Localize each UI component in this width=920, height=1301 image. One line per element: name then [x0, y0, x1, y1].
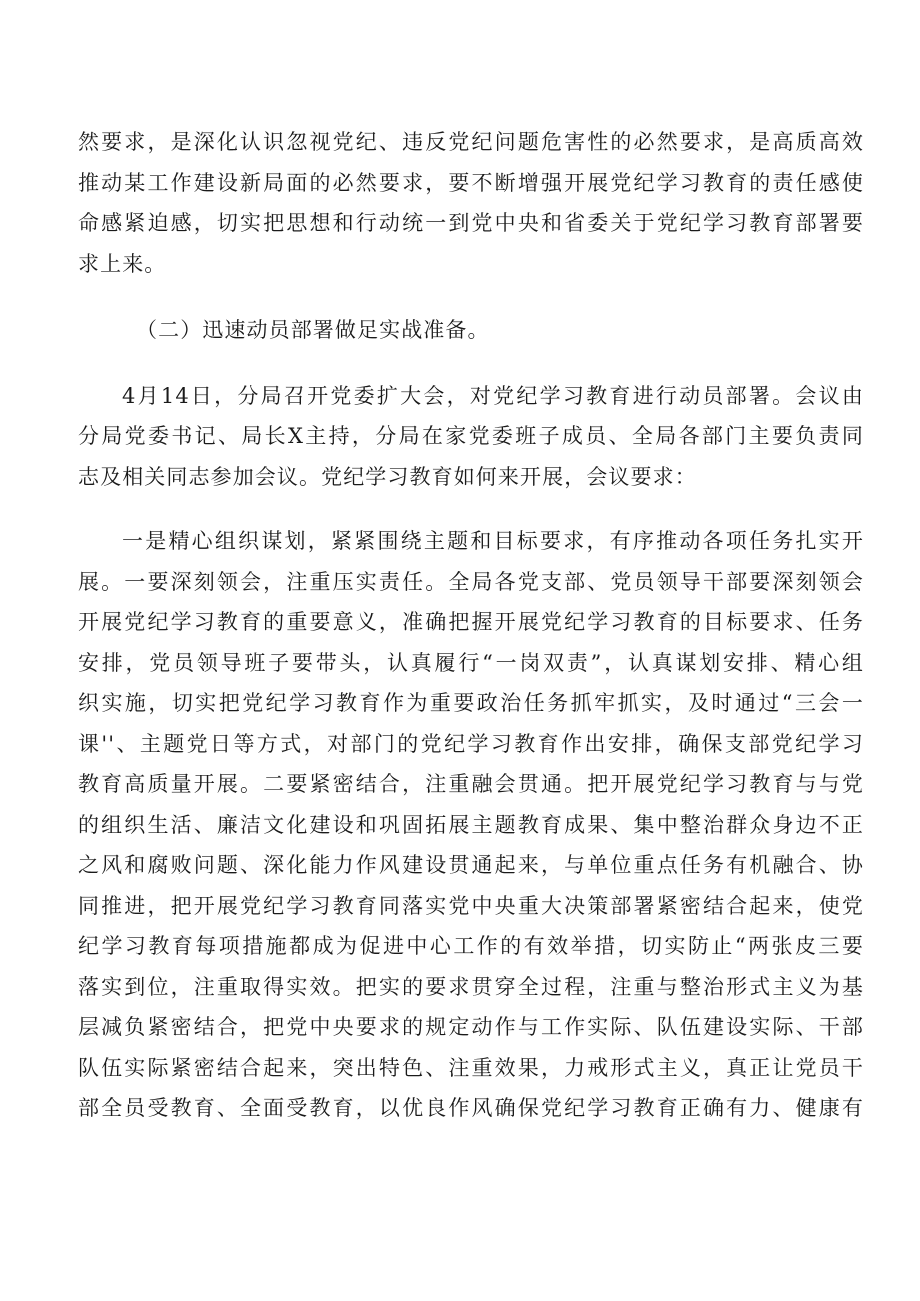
- paragraph-3: [78, 376, 864, 498]
- text-line: 一是精心组织谋划，紧紧围绕主题和目标要求，有序推动各项任务扎实开: [122, 529, 864, 553]
- text-line: 命感紧迫感，切实把思想和行动统一到党中央和省委关于党纪学习教育部署要: [78, 211, 864, 235]
- text-line: 推动某工作建设新局面的必然要求，要不断增强开展党纪学习教育的责任感使: [78, 170, 864, 195]
- section-heading: （二）迅速动员部署做足实战准备。: [136, 318, 490, 342]
- text-line: 志及相关同志参加会议。党纪学习教育如何来开展，会议要求：: [78, 464, 697, 489]
- text-line: 同推进，把开展党纪学习教育同落实党中央重大决策部署紧密结合起来，使党: [78, 893, 864, 918]
- spacer: [78, 351, 864, 376]
- text-line: 然要求，是深化认识忽视党纪、违反党纪问题危害性的必然要求，是高质高效: [78, 130, 864, 154]
- text-line: 开展党纪学习教育的重要意义，准确把握开展党纪学习教育的目标要求、任务: [78, 610, 864, 634]
- text-line: 之风和腐败问题、深化能力作风建设贯通起来，与单位重点任务有机融合、协: [78, 853, 864, 877]
- text-line: 教育高质量开展。二要紧密结合，注重融会贯通。把开展党纪学习教育与与党: [78, 772, 864, 796]
- text-line: 部全员受教育、全面受教育，以优良作风确保党纪学习教育正确有力、健康有: [78, 1096, 864, 1120]
- text-line: 安排，党员领导班子要带头，认真履行“一岗双责”，认真谋划安排、精心组: [78, 650, 864, 675]
- text-line: 展。一要深刻领会，注重压实责任。全局各党支部、党员领导干部要深刻领会: [78, 569, 864, 594]
- text-line: 纪学习教育每项措施都成为促进中心工作的有效举措，切实防止“两张皮三要: [78, 934, 864, 958]
- text-line: 层减负紧密结合，把党中央要求的规定动作与工作实际、队伍建设实际、干部: [78, 1015, 864, 1039]
- text-line: 分局党委书记、局长X主持，分局在家党委班子成员、全局各部门主要负责同: [78, 424, 864, 448]
- paragraph-1: [78, 122, 864, 284]
- text-line: 4月14日，分局召开党委扩大会，对党纪学习教育进行动员部署。会议由: [122, 383, 864, 408]
- paragraph-4: [78, 521, 864, 1129]
- text-line: 队伍实际紧密结合起来，突出特色、注重效果，力戒形式主义，真正让党员干: [78, 1055, 864, 1080]
- text-line: 织实施，切实把党纪学习教育作为重要政治任务抓牢抓实，及时通过“三会一: [78, 691, 864, 715]
- text-line: 课''、主题党日等方式，对部门的党纪学习教育作出安排，确保支部党纪学习: [78, 731, 864, 756]
- text-line: 落实到位，注重取得实效。把实的要求贯穿全过程，注重与整治形式主义为基: [78, 974, 864, 999]
- spacer: [78, 497, 864, 521]
- spacer: [78, 284, 864, 310]
- text-line: 的组织生活、廉洁文化建设和巩固拓展主题教育成果、集中整治群众身边不正: [78, 812, 864, 837]
- document-page: [78, 122, 864, 1129]
- text-line: 求上来。: [78, 251, 167, 276]
